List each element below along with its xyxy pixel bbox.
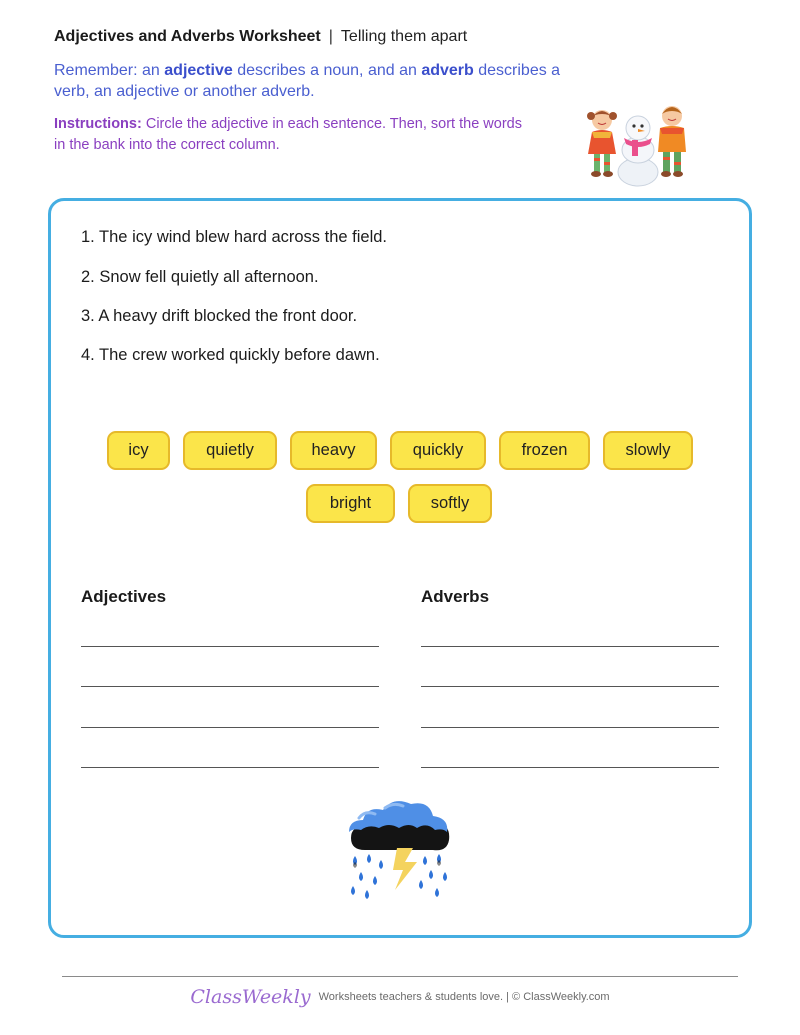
sentence-1: 1. The icy wind blew hard across the field. (81, 228, 388, 246)
brand-logo: ClassWeekly (190, 986, 311, 1008)
word-chip-frozen: frozen (499, 431, 590, 470)
adjectives-heading: Adjectives (81, 587, 167, 606)
sentence-4: 4. The crew worked quickly before dawn. (81, 346, 380, 364)
instructions (54, 114, 534, 156)
keyword-adverb: adverb (421, 62, 474, 79)
word-chip-quietly: quietly (183, 431, 277, 470)
storm-cloud-icon (345, 796, 457, 904)
adjective-answer-line[interactable] (81, 686, 379, 687)
instructions-label: Instructions: (54, 116, 142, 132)
word-chip-slowly: slowly (603, 431, 693, 470)
footer-divider (62, 976, 738, 977)
remember-note (54, 60, 574, 102)
word-chip-icy: icy (107, 431, 170, 470)
kids-snowman-illustration (578, 102, 693, 188)
footer (0, 986, 800, 1008)
worksheet-title: Adjectives and Adverbs Worksheet (54, 28, 321, 45)
footer-tagline: Worksheets teachers & students love. | © ClassWeekly.com (318, 991, 610, 1003)
remember-text: describes a verb, an adjective or another adverb. (54, 62, 561, 100)
word-chip-quickly: quickly (390, 431, 486, 470)
adverb-answer-line[interactable] (421, 767, 719, 768)
title-separator: | (328, 28, 333, 45)
adverb-answer-line[interactable] (421, 727, 719, 728)
word-chip-heavy: heavy (290, 431, 377, 470)
worksheet-subtitle: Telling them apart (340, 28, 468, 45)
keyword-adjective: adjective (164, 62, 233, 79)
adverb-answer-line[interactable] (421, 686, 719, 687)
remember-text: Remember: an (54, 62, 165, 79)
adjective-answer-line[interactable] (81, 727, 379, 728)
instructions-text: Circle the adjective in each sentence. Then, sort the words in the bank into the correct column. (54, 116, 522, 153)
word-chip-bright: bright (306, 484, 395, 523)
word-chip-softly: softly (408, 484, 492, 523)
adverbs-heading: Adverbs (421, 587, 490, 606)
page-title (54, 28, 467, 46)
adverb-answer-line[interactable] (421, 646, 719, 647)
sentence-3: 3. A heavy drift blocked the front door. (81, 307, 358, 325)
remember-text: describes a noun, and an (232, 62, 422, 79)
adjective-answer-line[interactable] (81, 767, 379, 768)
sentence-2: 2. Snow fell quietly all afternoon. (81, 268, 319, 286)
adjective-answer-line[interactable] (81, 646, 379, 647)
